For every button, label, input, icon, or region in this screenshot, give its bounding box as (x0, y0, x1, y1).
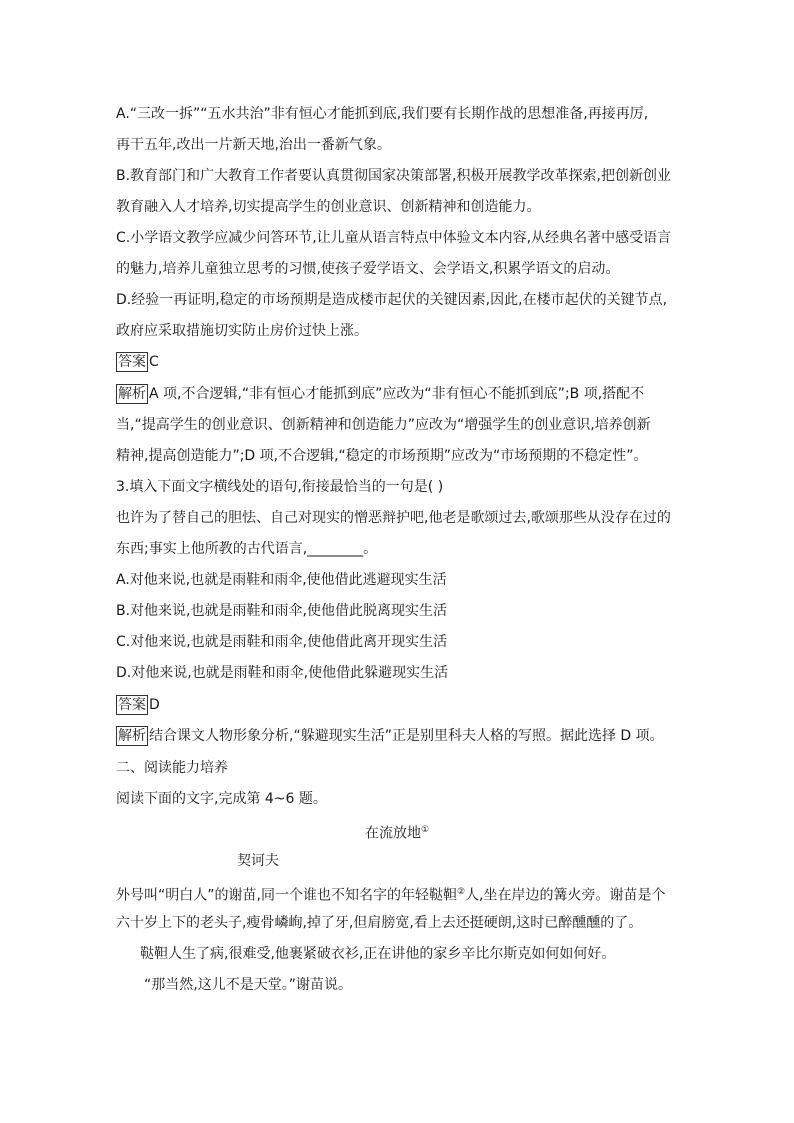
q2-analysis-line2: 当,“提高学生的创业意识、创新精神和创造能力”应改为“增强学生的创业意识,培养创新 (116, 417, 651, 433)
section-instruction: 阅读下面的文字,完成第 4~6 题。 (116, 791, 327, 807)
q2-option-d-line1: D.经验一再证明,稳定的市场预期是造成楼市起伏的关键因素,因此,在楼市起伏的关键节点, (116, 292, 668, 308)
q2-option-d-line2: 政府应采取措施切实防止房价过快上涨。 (116, 323, 368, 339)
story-author: 契诃夫 (237, 853, 279, 869)
story-para1-line1 (116, 882, 666, 902)
analysis-tag: 解析 (118, 386, 146, 402)
q2-option-b-line2: 教育融入人才培养,切实提高学生的创业意识、创新精神和创造能力。 (116, 199, 541, 215)
footnote-marker: ② (456, 887, 466, 897)
answer-tag: 答案 (118, 354, 146, 370)
story-title (0, 820, 794, 844)
q3-option-c: C.对他来说,也就是雨鞋和雨伞,使他借此离开现实生活 (116, 634, 448, 650)
q2-option-a-line2: 再干五年,改出一片新天地,治出一番新气象。 (116, 137, 391, 153)
story-para1-line2: 六十岁上下的老头子,瘦骨嶙峋,掉了牙,但肩膀宽,看上去还挺硬朗,这时已醉醺醺的了。 (116, 915, 643, 931)
story-title-text: 在流放地 (364, 825, 421, 842)
footnote-marker: ① (420, 825, 430, 835)
q2-analysis-line1 (116, 384, 644, 404)
analysis-text: 结合课文人物形象分析,“躲避现实生活”正是别里科夫人格的写照。据此选择 D 项。 (149, 728, 664, 744)
q3-option-d: D.对他来说,也就是雨鞋和雨伞,使他借此躲避现实生活 (116, 665, 449, 681)
q2-option-c-line2: 的魅力,培养儿童独立思考的习惯,使孩子爱学语文、会学语文,积累学语文的启动。 (116, 261, 620, 277)
q3-stem: 3.填入下面文字横线处的语句,衔接最恰当的一句是( ) (116, 479, 444, 495)
q2-analysis-line3: 精神,提高创造能力”;D 项,不合逻辑,“稳定的市场预期”应改为“市场预期的不稳定性”。 (116, 448, 648, 464)
analysis-tag: 解析 (118, 728, 146, 744)
q3-option-a: A.对他来说,也就是雨鞋和雨伞,使他借此逃避现实生活 (116, 572, 447, 588)
para1-text-b: 人,坐在岸边的篝火旁。谢苗是个 (465, 887, 666, 904)
answer-value: C (149, 354, 159, 370)
story-para2: 鞑靼人生了病,很难受,他裹紧破衣衫,正在讲他的家乡辛比尔斯克如何如何好。 (140, 946, 616, 962)
q3-analysis (116, 726, 664, 746)
q2-option-a-line1: A.“三改一拆”“五水共治”非有恒心才能抓到底,我们要有长期作战的思想准备,再接再厉, (116, 106, 649, 122)
answer-tag: 答案 (118, 697, 146, 713)
q2-answer (116, 352, 159, 372)
q3-option-b: B.对他来说,也就是雨鞋和雨伞,使他借此脱离现实生活 (116, 603, 447, 619)
para1-text-a: 外号叫“明白人”的谢苗,同一个谁也不知名字的年轻鞑靼 (116, 887, 457, 904)
q3-answer (116, 695, 160, 715)
answer-value: D (149, 697, 160, 713)
story-para3: “那当然,这儿不是天堂。”谢苗说。 (144, 977, 352, 993)
analysis-text: A 项,不合逻辑,“非有恒心才能抓到底”应改为“非有恒心不能抓到底”;B 项,搭配不 (149, 386, 645, 402)
q2-option-c-line1: C.小学语文教学应减少问答环节,让儿童从语言特点中体验文本内容,从经典名著中感受语言 (116, 230, 672, 246)
q2-option-b-line1: B.教育部门和广大教育工作者要认真贯彻国家决策部署,积极开展教学改革探索,把创新创业 (116, 168, 671, 184)
q3-passage-line2: 东西;事实上他所教的古代语言,________。 (116, 541, 378, 557)
q3-passage-line1: 也许为了替自己的胆怯、自己对现实的憎恶辩护吧,他老是歌颂过去,歌颂那些从没存在过的 (116, 510, 671, 526)
section-heading: 二、阅读能力培养 (116, 760, 228, 776)
